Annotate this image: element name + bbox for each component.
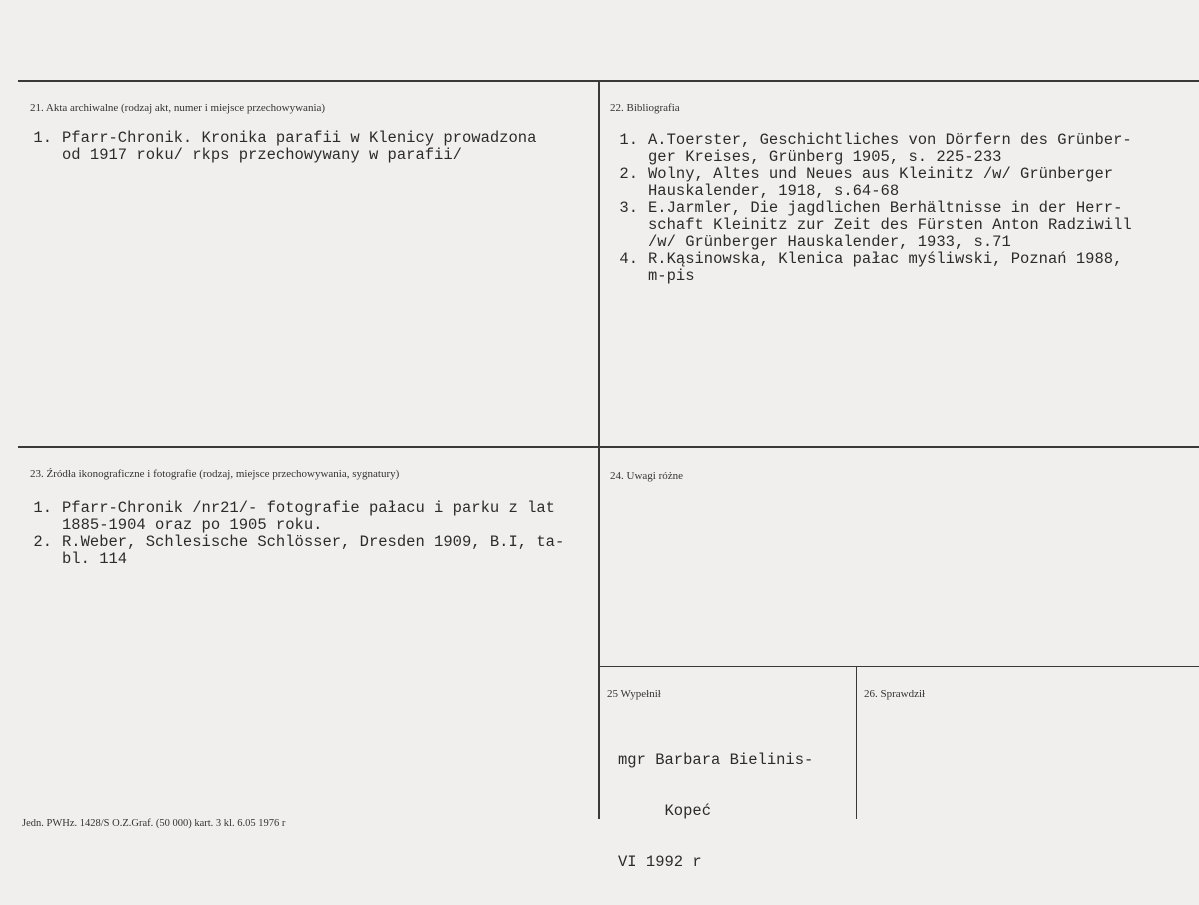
entry-line: Pfarr-Chronik /nr21/- fotografie pałacu i parku z lat <box>62 499 555 517</box>
iconography-entry <box>22 500 564 534</box>
entry-line: Wolny, Altes und Neues aus Kleinitz /w/ Grünberger <box>648 165 1114 183</box>
signature-divider <box>856 666 857 819</box>
bibliography-entry <box>608 166 1132 200</box>
section-25-label: 25 Wypełnił <box>607 688 661 700</box>
entry-number: 2. <box>33 533 52 551</box>
middle-rule <box>18 446 1199 448</box>
signature-rule <box>599 666 1199 667</box>
entry-number: 1. <box>33 129 52 147</box>
entry-line: od 1917 roku/ rkps przechowywany w parafii/ <box>62 146 462 164</box>
filled-by-name-line: Kopeć <box>618 802 712 820</box>
filled-by-content <box>618 718 813 905</box>
bibliography-entry <box>608 200 1132 251</box>
vertical-divider <box>598 81 600 819</box>
entry-line: R.Kąsinowska, Klenica pałac myśliwski, Poznań 1988, <box>648 250 1123 268</box>
section-26-label: 26. Sprawdził <box>864 688 926 700</box>
entry-line: Pfarr-Chronik. Kronika parafii w Klenicy prowadzona <box>62 129 537 147</box>
iconography-entry <box>22 534 564 568</box>
bibliography-entry <box>608 132 1132 166</box>
entry-line: 1885-1904 oraz po 1905 roku. <box>62 516 323 534</box>
top-rule <box>18 80 1199 82</box>
section-22-label: 22. Bibliografia <box>610 102 680 114</box>
section-21-content <box>22 130 536 164</box>
entry-line: E.Jarmler, Die jagdlichen Berhältnisse in der Herr- <box>648 199 1123 217</box>
entry-line: A.Toerster, Geschichtliches von Dörfern des Grünber- <box>648 131 1132 149</box>
archive-entry <box>22 130 536 164</box>
section-22-content <box>608 132 1132 285</box>
entry-line: schaft Kleinitz zur Zeit des Fürsten Anton Radziwill <box>648 216 1132 234</box>
entry-line: Hauskalender, 1918, s.64-68 <box>648 182 900 200</box>
print-footer: Jedn. PWHz. 1428/S O.Z.Graf. (50 000) kart. 3 kl. 6.05 1976 r <box>22 818 286 829</box>
section-24-label: 24. Uwagi różne <box>610 470 684 482</box>
entry-line: R.Weber, Schlesische Schlösser, Dresden 1909, B.I, ta- <box>62 533 565 551</box>
section-23-label: 23. Źródła ikonograficzne i fotografie (rodzaj, miejsce przechowywania, sygnatury) <box>30 468 400 480</box>
entry-number: 1. <box>33 499 52 517</box>
bibliography-entry <box>608 251 1132 285</box>
filled-by-date: VI 1992 r <box>618 853 702 871</box>
section-23-content <box>22 500 564 568</box>
entry-line: ger Kreises, Grünberg 1905, s. 225-233 <box>648 148 1002 166</box>
section-21-label: 21. Akta archiwalne (rodzaj akt, numer i miejsce przechowywania) <box>30 102 326 114</box>
entry-number: 4. <box>619 250 638 268</box>
filled-by-name-line: mgr Barbara Bielinis- <box>618 751 814 769</box>
entry-number: 3. <box>619 199 638 217</box>
entry-number: 2. <box>619 165 638 183</box>
entry-line: bl. 114 <box>62 550 128 568</box>
entry-line: m-pis <box>648 267 695 285</box>
entry-number: 1. <box>619 131 638 149</box>
entry-line: /w/ Grünberger Hauskalender, 1933, s.71 <box>648 233 1011 251</box>
